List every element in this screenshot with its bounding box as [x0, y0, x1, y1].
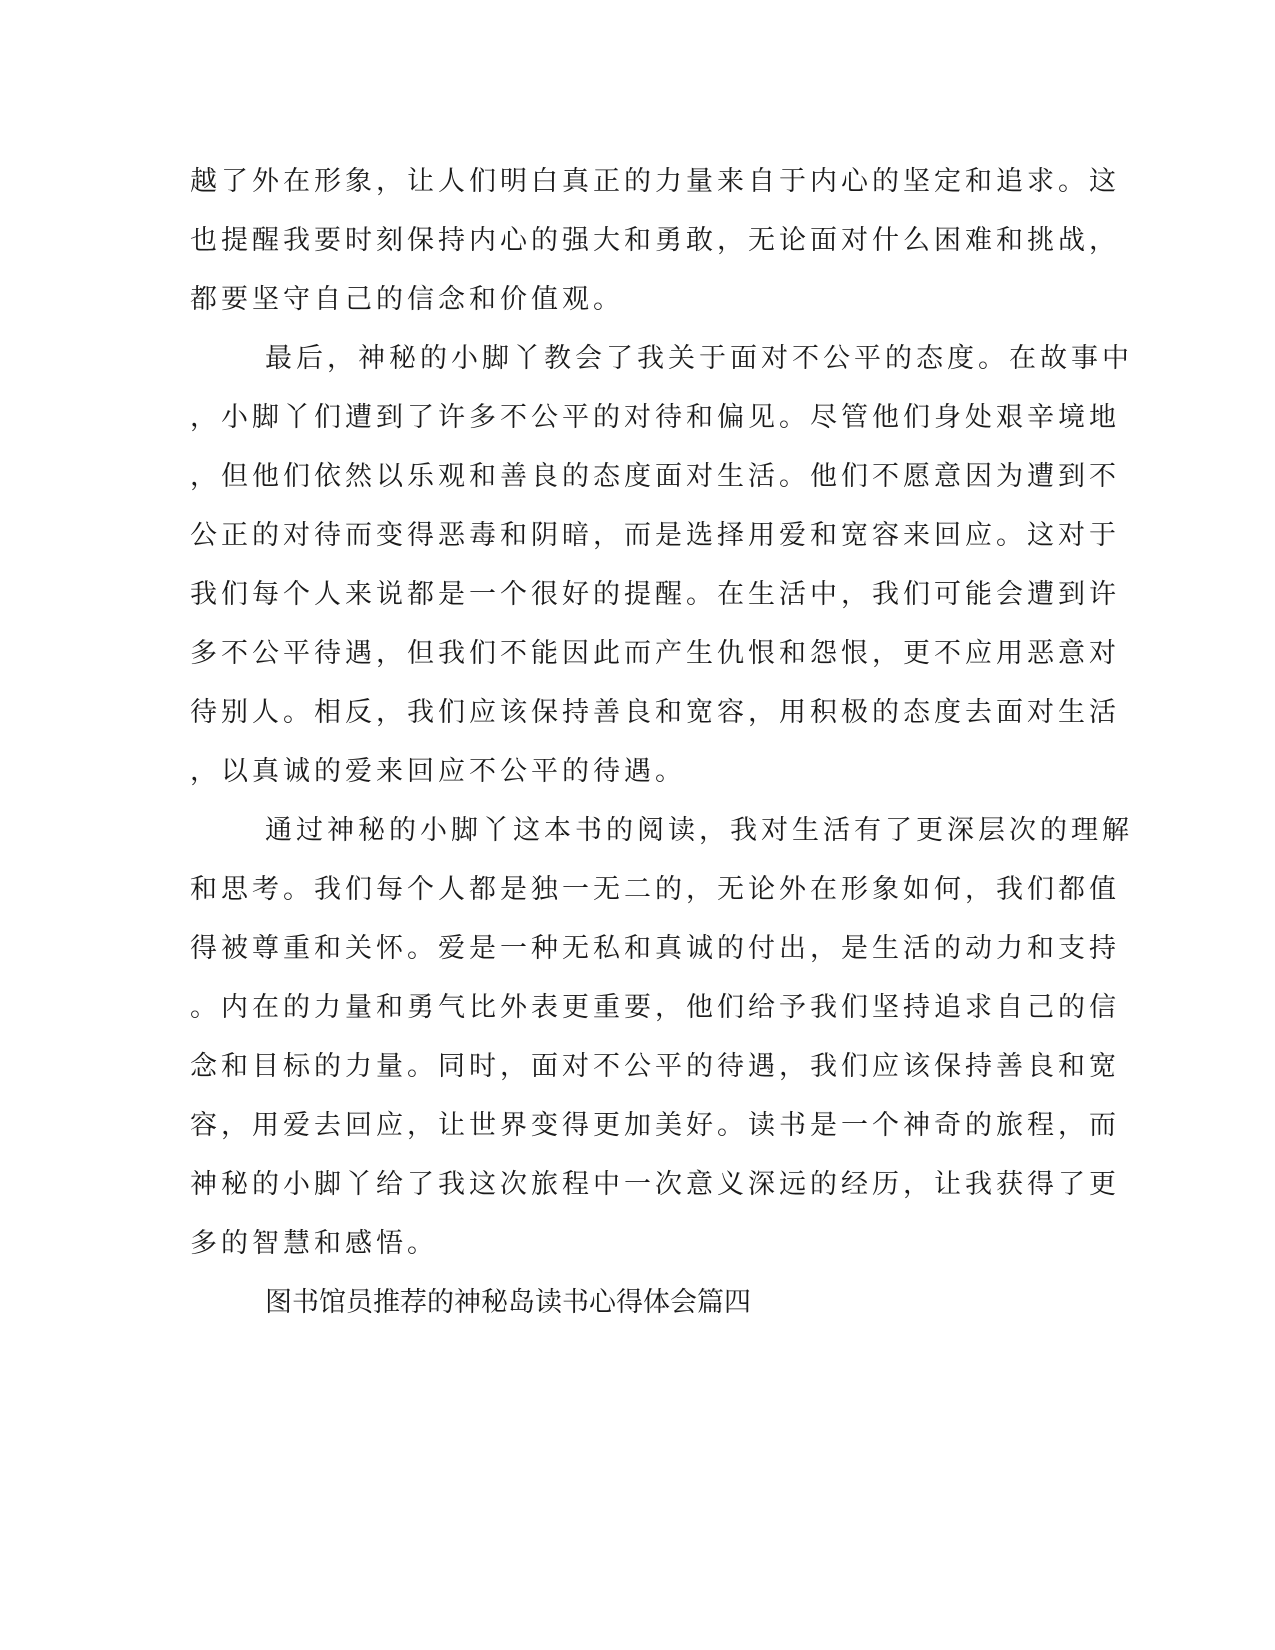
text-line: 。内在的力量和勇气比外表更重要，他们给予我们坚持追求自己的信 [190, 992, 1120, 1023]
text-line: 待别人。相反，我们应该保持善良和宽容，用积极的态度去面对生活 [190, 697, 1120, 728]
paragraph-first-line: 最后，神秘的小脚丫教会了我关于面对不公平的态度。在故事中 [265, 343, 1133, 374]
text-line: 都要坚守自己的信念和价值观。 [190, 284, 624, 315]
text-line: ，但他们依然以乐观和善良的态度面对生活。他们不愿意因为遭到不 [190, 461, 1120, 492]
text-line: 越了外在形象，让人们明白真正的力量来自于内心的坚定和追求。这 [190, 166, 1120, 197]
text-line: 得被尊重和关怀。爱是一种无私和真诚的付出，是生活的动力和支持 [190, 933, 1120, 964]
text-line: 也提醒我要时刻保持内心的强大和勇敢，无论面对什么困难和挑战， [190, 225, 1120, 256]
text-line: ，以真诚的爱来回应不公平的待遇。 [190, 756, 686, 787]
text-line: 我们每个人来说都是一个很好的提醒。在生活中，我们可能会遭到许 [190, 579, 1120, 610]
text-line: 公正的对待而变得恶毒和阴暗，而是选择用爱和宽容来回应。这对于 [190, 520, 1120, 551]
text-line: 容，用爱去回应，让世界变得更加美好。读书是一个神奇的旅程，而 [190, 1110, 1120, 1141]
text-line: 神秘的小脚丫给了我这次旅程中一次意义深远的经历，让我获得了更 [190, 1169, 1120, 1200]
text-line: 多不公平待遇，但我们不能因此而产生仇恨和怨恨，更不应用恶意对 [190, 638, 1120, 669]
text-line: 和思考。我们每个人都是独一无二的，无论外在形象如何，我们都值 [190, 874, 1120, 905]
text-line: ，小脚丫们遭到了许多不公平的对待和偏见。尽管他们身处艰辛境地 [190, 402, 1120, 433]
section-heading: 图书馆员推荐的神秘岛读书心得体会篇四 [265, 1287, 751, 1318]
text-line: 多的智慧和感悟。 [190, 1228, 438, 1259]
paragraph-first-line: 通过神秘的小脚丫这本书的阅读，我对生活有了更深层次的理解 [265, 815, 1133, 846]
text-line: 念和目标的力量。同时，面对不公平的待遇，我们应该保持善良和宽 [190, 1051, 1120, 1082]
